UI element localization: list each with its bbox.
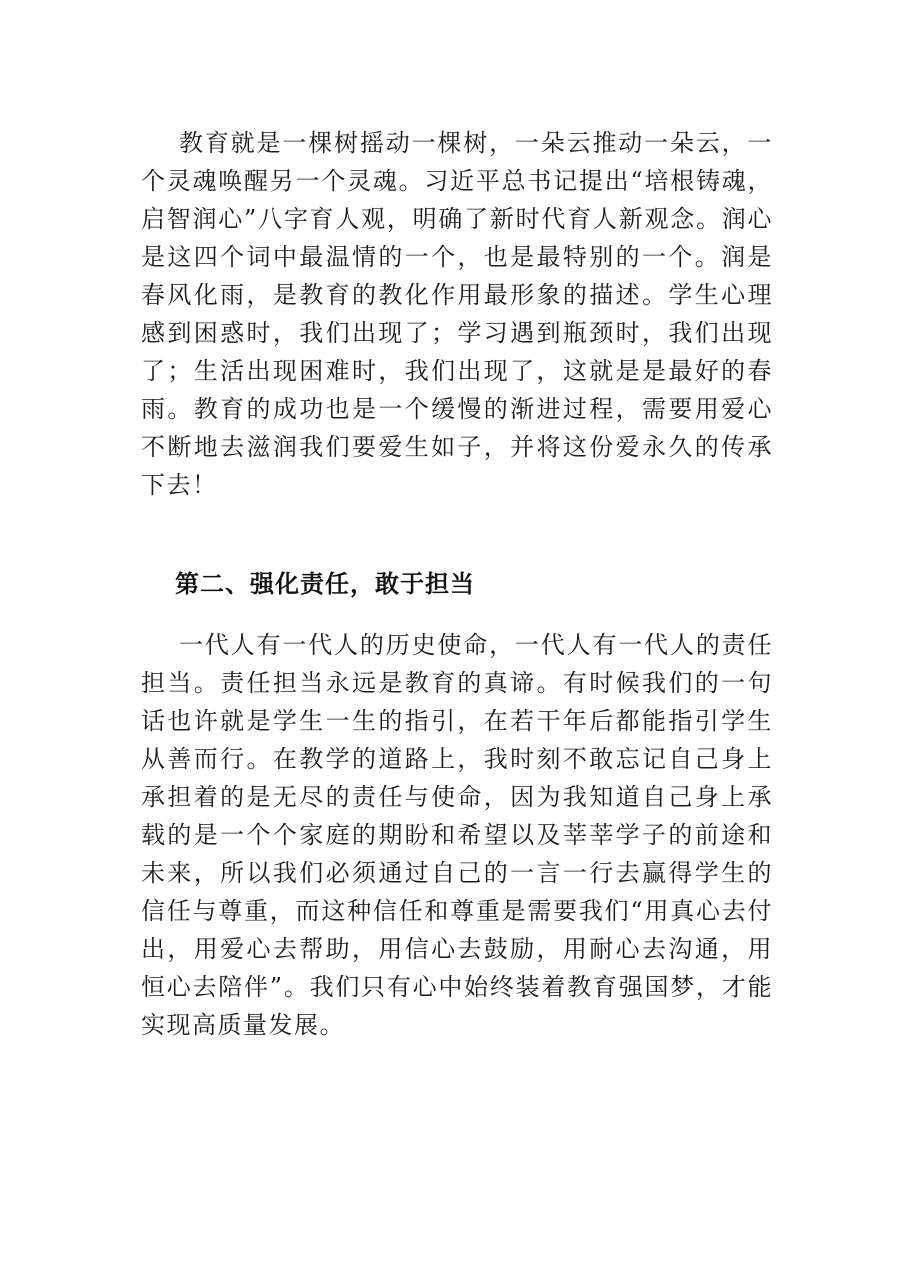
body-paragraph-2: 一代人有一代人的历史使命，一代人有一代人的责任担当。责任担当永远是教育的真谛。有时候我们的一句话也许就是学生一生的指引，在若干年后都能指引学生从善而行。在教学的道路上，我时刻不敢忘记自己身上承担着的是无尽的责任与使命，因为我知道自己身上承载的是一个个家庭的期盼和希望以及莘莘学子的前途和未来，所以我们必须通过自己的一言一行去赢得学生的信任与尊重，而这种信任和尊重是需要我们“用真心去付出，用爱心去帮助，用信心去鼓励，用耐心去沟通，用恒心去陪伴”。我们只有心中始终装着教育强国梦，才能实现高质量发展。 [141, 631, 773, 1039]
body-paragraph-1: 教育就是一棵树摇动一棵树，一朵云推动一朵云，一个灵魂唤醒另一个灵魂。习近平总书记提出“培根铸魂，启智润心”八字育人观，明确了新时代育人新观念。润心是这四个词中最温情的一个，也是最特别的一个。润是春风化雨，是教育的教化作用最形象的描述。学生心理感到困惑时，我们出现了；学习遇到瓶颈时，我们出现了；生活出现困难时，我们出现了，这就是是最好的春雨。教育的成功也是一个缓慢的渐进过程，需要用爱心不断地去滋润我们要爱生如子，并将这份爱永久的传承下去！ [141, 129, 773, 499]
section-heading-2: 第二、强化责任，敢于担当 [175, 570, 475, 598]
